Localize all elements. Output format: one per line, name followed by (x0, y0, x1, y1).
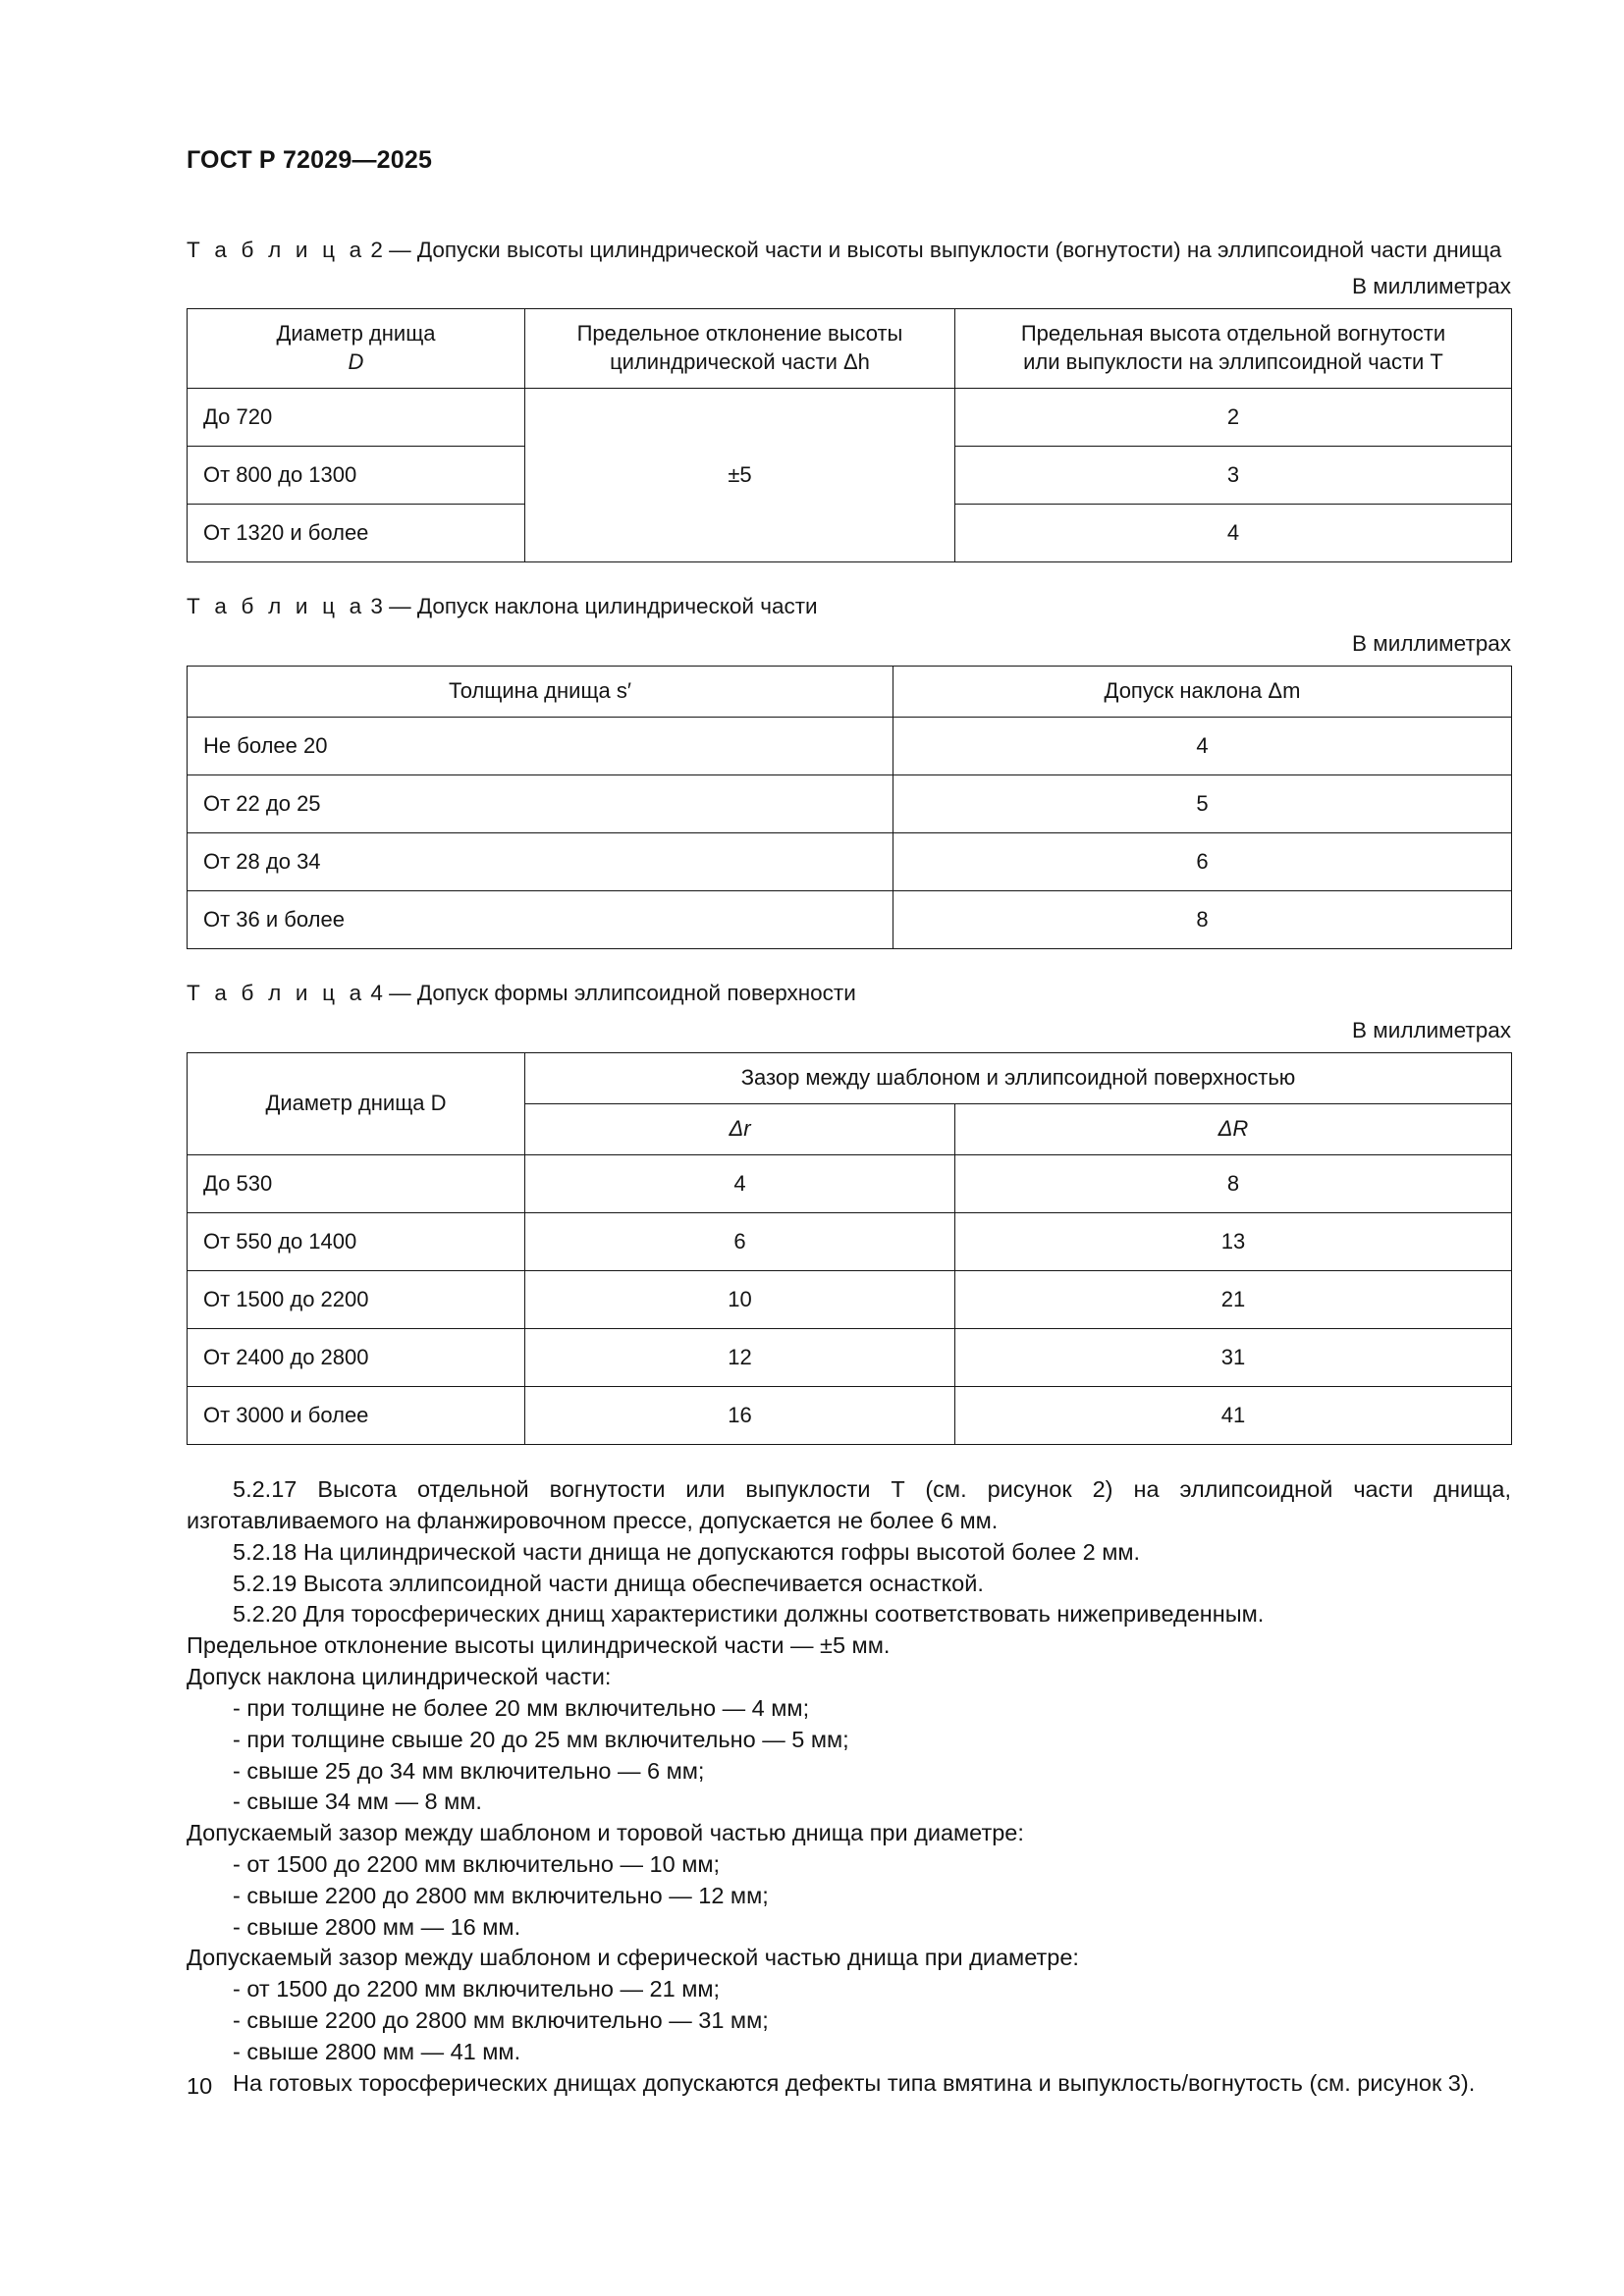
list-item: - свыше 2800 мм — 41 мм. (233, 2038, 521, 2064)
table-row (188, 832, 1512, 890)
paragraph-slope-heading: Допуск наклона цилиндрической части: (187, 1664, 612, 1690)
table-4-sub1-header: Δr (525, 1103, 955, 1154)
table-row (188, 1329, 1512, 1387)
table-row (188, 1155, 1512, 1213)
table-3-cell-thickness: Не более 20 (188, 717, 893, 774)
table-2-block (187, 236, 1511, 562)
paragraph-deviation: Предельное отклонение высоты цилиндрической части — ±5 мм. (187, 1632, 891, 1659)
body-text-section (187, 1474, 1511, 2100)
table-4-cell-dR: 13 (955, 1213, 1512, 1271)
list-item: - свыше 2200 до 2800 мм включительно — 12 мм; (233, 1882, 769, 1908)
list-item: - при толщине не более 20 мм включительно — 4 мм; (233, 1694, 810, 1721)
table-4-cell-dr: 12 (525, 1329, 955, 1387)
table-4-cell-diameter: От 1500 до 2200 (188, 1271, 525, 1329)
table-4-caption-text: — Допуск формы эллипсоидной поверхности (389, 980, 856, 1005)
table-4-sub2-header: ΔR (955, 1103, 1512, 1154)
table-3-cell-thickness: От 36 и более (188, 890, 893, 948)
paragraph-5-2-19: 5.2.19 Высота эллипсоидной части днища обеспечивается оснасткой. (233, 1570, 984, 1596)
paragraph-final: На готовых торосферических днищах допускаются дефекты типа вмятина и выпуклость/вогнутость (см. рисунок 3). (233, 2069, 1476, 2096)
table-3-cell-tolerance: 5 (893, 774, 1512, 832)
table-4-cell-diameter: От 3000 и более (188, 1387, 525, 1445)
table-2-cell-diameter: До 720 (188, 388, 525, 446)
table-4-caption-word: Т а б л и ц а (187, 980, 366, 1005)
table-2-cell-t: 4 (955, 504, 1512, 561)
table-3-caption (187, 592, 1511, 621)
spacer (187, 949, 1511, 979)
paragraph-5-2-20: 5.2.20 Для торосферических днищ характеристики должны соответствовать нижеприведенным. (233, 1601, 1265, 1628)
table-4-group-header: Зазор между шаблоном и эллипсоидной поверхностью (525, 1052, 1512, 1103)
list-item: - свыше 2800 мм — 16 мм. (233, 1913, 521, 1940)
table-4-body (188, 1155, 1512, 1445)
table-row (188, 774, 1512, 832)
table-3-body (188, 717, 1512, 948)
table-row (188, 1213, 1512, 1271)
table-4-cell-diameter: От 550 до 1400 (188, 1213, 525, 1271)
table-row (188, 309, 1512, 388)
table-3-number: 3 (370, 593, 383, 618)
table-4-col1-header: Диаметр днища D (188, 1052, 525, 1154)
table-3-cell-tolerance: 4 (893, 717, 1512, 774)
spacer (187, 562, 1511, 592)
table-2-col1-header (188, 309, 525, 388)
table-3-units: В миллиметрах (1352, 630, 1511, 656)
table-3-head (188, 666, 1512, 717)
list-item: - от 1500 до 2200 мм включительно — 10 мм; (233, 1850, 721, 1877)
page-number: 10 (187, 2073, 213, 2099)
table-4-cell-dR: 31 (955, 1329, 1512, 1387)
list-item: - от 1500 до 2200 мм включительно — 21 мм; (233, 1976, 721, 2002)
table-row (188, 1271, 1512, 1329)
table-row (188, 717, 1512, 774)
table-2-cell-t: 2 (955, 388, 1512, 446)
running-header: ГОСТ Р 72029—2025 (187, 146, 433, 174)
table-2-col2-header-line1: Предельное отклонение высоты (576, 321, 903, 347)
table-3-cell-thickness: От 22 до 25 (188, 774, 893, 832)
table-4-cell-diameter: До 530 (188, 1155, 525, 1213)
table-2 (187, 308, 1512, 561)
table-2-units: В миллиметрах (1352, 274, 1511, 299)
table-4-cell-dr: 4 (525, 1155, 955, 1213)
table-4-head (188, 1052, 1512, 1154)
table-2-body (188, 388, 1512, 561)
table-2-col2-header-line2: цилиндрической части Δh (610, 348, 870, 374)
table-2-cell-deviation-merged: ±5 (525, 388, 955, 561)
table-2-cell-t: 3 (955, 446, 1512, 504)
table-4-cell-dr: 16 (525, 1387, 955, 1445)
table-2-col3-header-line2: или выпуклости на эллипсоидной части T (1023, 348, 1443, 374)
table-2-caption (187, 236, 1511, 265)
table-row (188, 890, 1512, 948)
list-item: - свыше 2200 до 2800 мм включительно — 31 мм; (233, 2007, 769, 2034)
table-2-cell-diameter: От 800 до 1300 (188, 446, 525, 504)
list-item: - свыше 34 мм — 8 мм. (233, 1789, 482, 1815)
table-2-caption-text: — Допуски высоты цилиндрической части и высоты выпуклости (вогнутости) на эллипсоидной части днища (389, 237, 1502, 262)
table-3-cell-thickness: От 28 до 34 (188, 832, 893, 890)
table-3-caption-text: — Допуск наклона цилиндрической части (389, 593, 818, 618)
table-2-col1-header-line2: D (348, 348, 364, 374)
table-2-col3-header (955, 309, 1512, 388)
paragraph-torus-heading: Допускаемый зазор между шаблоном и торовой частью днища при диаметре: (187, 1820, 1024, 1846)
table-4-cell-dr: 6 (525, 1213, 955, 1271)
table-3-caption-word: Т а б л и ц а (187, 593, 366, 618)
table-3-cell-tolerance: 6 (893, 832, 1512, 890)
table-2-col1-header-line1: Диаметр днища (276, 321, 436, 347)
table-4-cell-dR: 41 (955, 1387, 1512, 1445)
table-4-cell-diameter: От 2400 до 2800 (188, 1329, 525, 1387)
table-2-caption-word: Т а б л и ц а (187, 237, 366, 262)
table-2-col2-header (525, 309, 955, 388)
list-item: - свыше 25 до 34 мм включительно — 6 мм; (233, 1757, 705, 1784)
table-2-cell-diameter: От 1320 и более (188, 504, 525, 561)
table-4 (187, 1052, 1512, 1445)
table-row (188, 1052, 1512, 1103)
table-row (188, 1387, 1512, 1445)
table-3-col1-header: Толщина днища s′ (188, 666, 893, 717)
table-row (188, 388, 1512, 446)
list-item: - при толщине свыше 20 до 25 мм включительно — 5 мм; (233, 1726, 849, 1752)
table-3-cell-tolerance: 8 (893, 890, 1512, 948)
table-3-col2-header: Допуск наклона Δm (893, 666, 1512, 717)
paragraph-sphere-heading: Допускаемый зазор между шаблоном и сферической частью днища при диаметре: (187, 1945, 1079, 1971)
table-4-caption (187, 979, 1511, 1008)
table-3 (187, 666, 1512, 949)
page-content (187, 147, 1511, 2100)
table-4-units: В миллиметрах (1352, 1017, 1511, 1042)
table-2-number: 2 (370, 237, 383, 262)
table-4-number: 4 (370, 980, 383, 1005)
table-4-cell-dR: 8 (955, 1155, 1512, 1213)
table-4-cell-dr: 10 (525, 1271, 955, 1329)
table-2-head (188, 309, 1512, 388)
table-4-block (187, 979, 1511, 1445)
table-row (188, 666, 1512, 717)
table-2-col3-header-line1: Предельная высота отдельной вогнутости (1020, 321, 1446, 347)
table-3-block (187, 592, 1511, 949)
table-4-cell-dR: 21 (955, 1271, 1512, 1329)
paragraph-5-2-17: 5.2.17 Высота отдельной вогнутости или выпуклости T (см. рисунок 2) на эллипсоидной части днища, изготавливаемого на фланжировочном прессе, допускается не более 6 мм. (187, 1476, 1511, 1533)
paragraph-5-2-18: 5.2.18 На цилиндрической части днища не допускаются гофры высотой более 2 мм. (233, 1538, 1141, 1565)
